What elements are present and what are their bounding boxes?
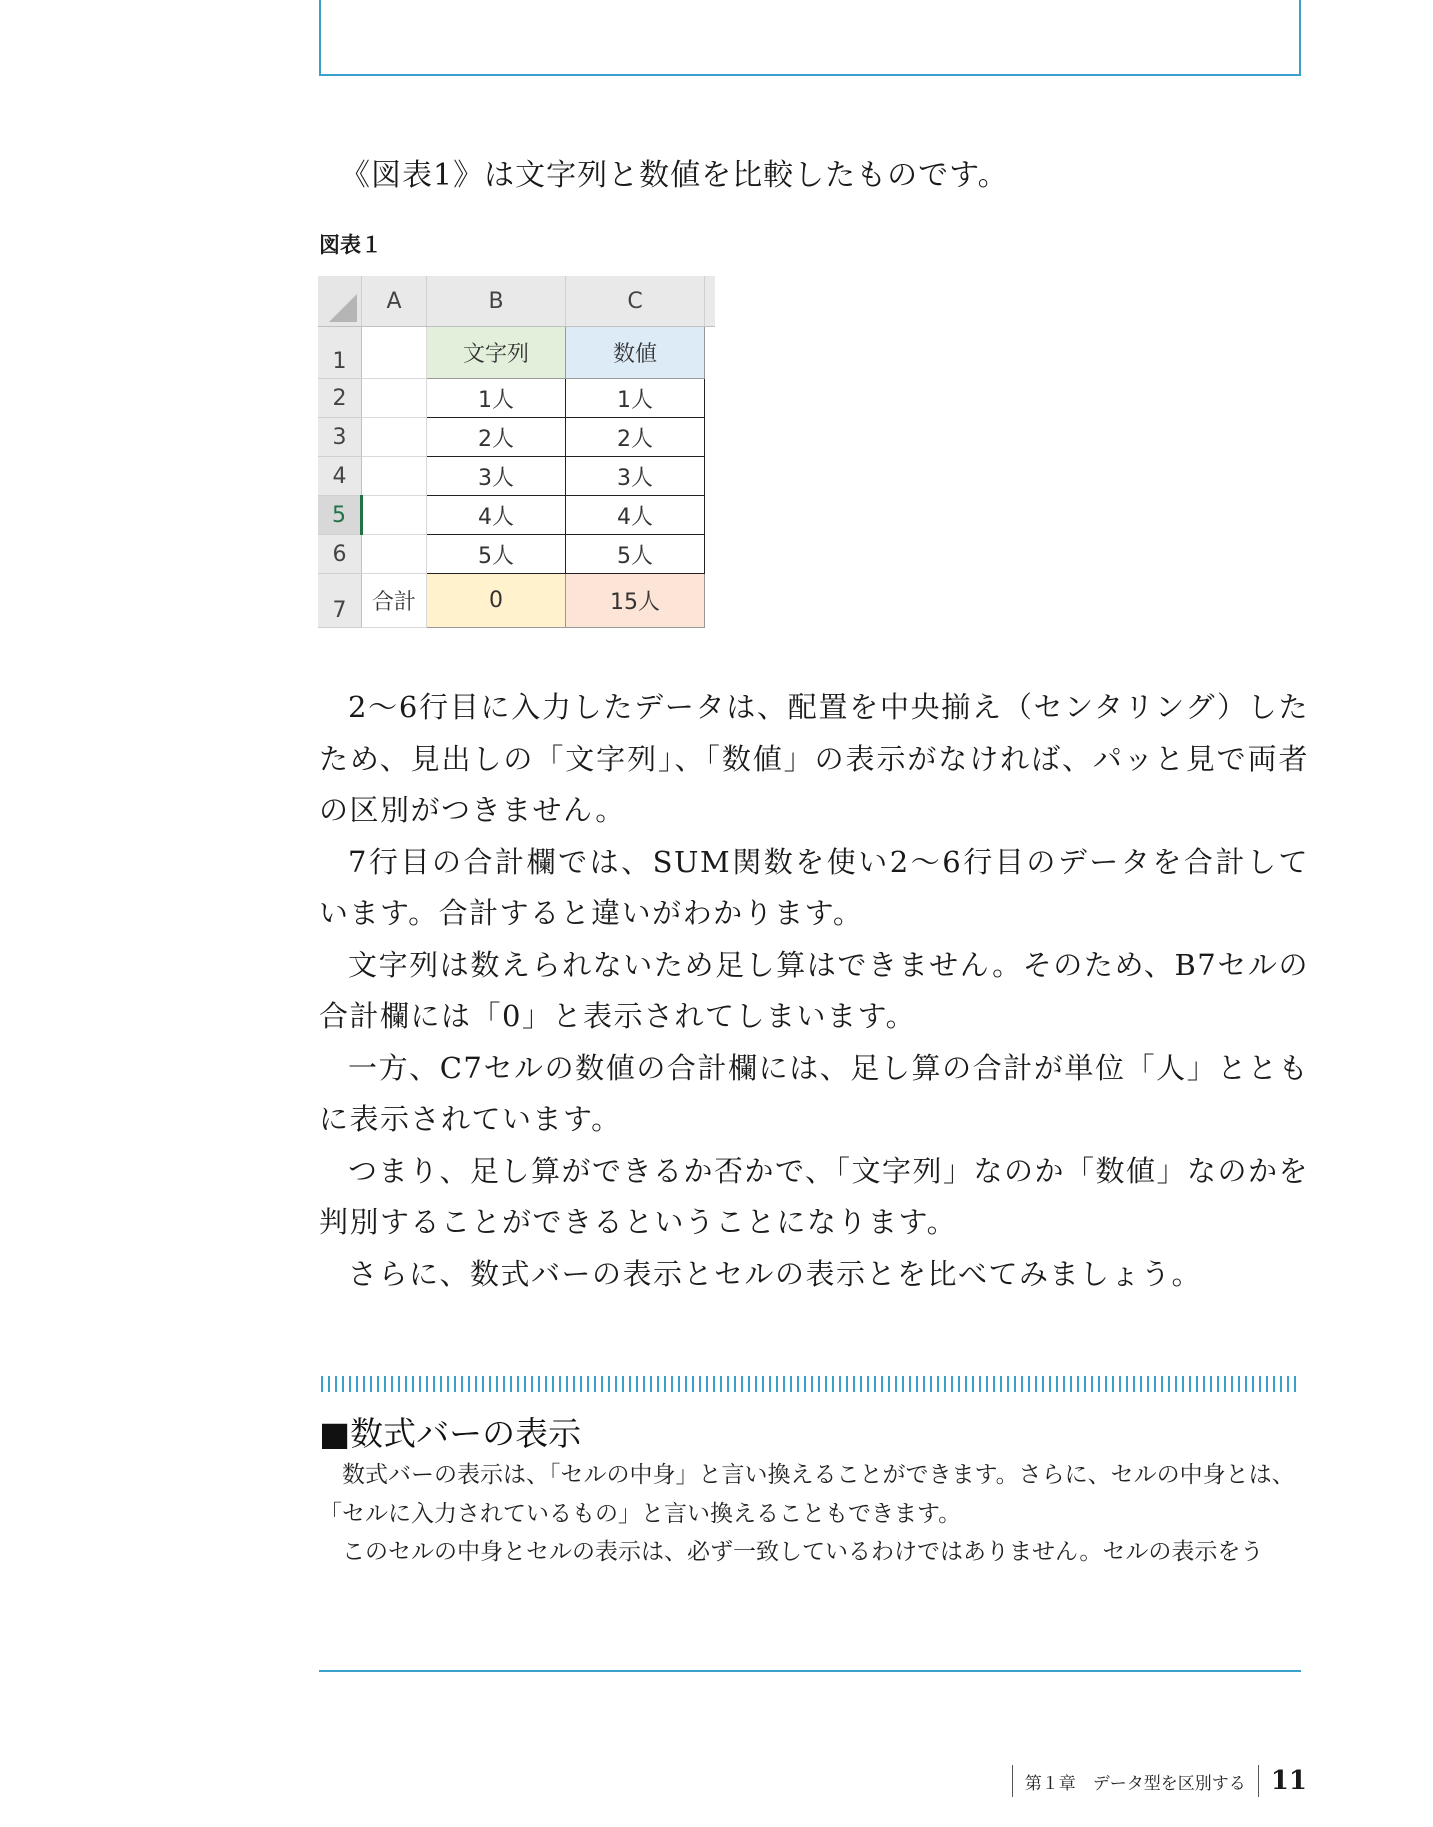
cell-c4: 3人 (566, 457, 705, 496)
cell-c7: 15人 (566, 574, 705, 628)
top-frame-box (319, 0, 1301, 76)
paragraph: 7行目の合計欄では、SUM関数を使い2〜6行目のデータを合計しています。合計すると違いがわかります。 (319, 844, 1309, 930)
body-text (319, 682, 1309, 1300)
cell-b6: 5人 (427, 535, 566, 574)
row-header: 2 (318, 379, 362, 418)
bottom-rule (319, 1670, 1301, 1672)
column-header-b: B (427, 276, 566, 327)
paragraph: 2〜6行目に入力したデータは、配置を中央揃え（センタリング）したため、見出しの「文字列」、「数値」の表示がなければ、パッと見で両者の区別がつきません。 (319, 690, 1309, 827)
cell-a2 (362, 379, 427, 418)
cell-b3: 2人 (427, 418, 566, 457)
chapter-title: 第１章 データ型を区別する (1024, 1773, 1246, 1794)
select-all-corner (318, 276, 362, 327)
cell-b5: 4人 (427, 496, 566, 535)
section-title: ■数式バーの表示 (319, 1414, 582, 1453)
cell-c5: 4人 (566, 496, 705, 535)
page-footer (1012, 1764, 1307, 1798)
cell-c3: 2人 (566, 418, 705, 457)
cell-c1: 数値 (566, 327, 705, 379)
cell-a7: 合計 (362, 574, 427, 628)
cell-c2: 1人 (566, 379, 705, 418)
row-header-selected: 5 (318, 496, 362, 535)
cell-b1: 文字列 (427, 327, 566, 379)
cell-b2: 1人 (427, 379, 566, 418)
page-number: 11 (1270, 1766, 1307, 1796)
figure-label: 図表１ (319, 233, 382, 257)
paragraph: さらに、数式バーの表示とセルの表示とを比べてみましょう。 (348, 1256, 1203, 1291)
cell-c6: 5人 (566, 535, 705, 574)
column-header-c: C (566, 276, 705, 327)
paragraph: つまり、足し算ができるか否かで、「文字列」なのか「数値」なのかを判別することができるということになります。 (319, 1153, 1309, 1239)
section-text (319, 1456, 1309, 1572)
cell-a1 (362, 327, 427, 379)
column-header-a: A (362, 276, 427, 327)
row-header: 6 (318, 535, 362, 574)
cell-a4 (362, 457, 427, 496)
row-header: 4 (318, 457, 362, 496)
section-paragraph: 「セルに入力されているもの」と言い換えることもできます。 (319, 1500, 962, 1527)
row-header: 7 (318, 574, 362, 628)
cell-b7: 0 (427, 574, 566, 628)
section-paragraph: 数式バーの表示は、「セルの中身」と言い換えることができます。さらに、セルの中身とは、 (342, 1462, 1295, 1488)
spreadsheet-figure (318, 276, 715, 628)
paragraph: 文字列は数えられないため足し算はできません。そのため、B7セルの合計欄には「0」と表示されてしまいます。 (319, 947, 1309, 1033)
cell-a6 (362, 535, 427, 574)
row-header: 1 (318, 327, 362, 379)
section-divider-stripe (321, 1376, 1299, 1392)
row-header: 3 (318, 418, 362, 457)
cell-b4: 3人 (427, 457, 566, 496)
cell-a5 (362, 496, 427, 535)
cell-a3 (362, 418, 427, 457)
paragraph: 一方、C7セルの数値の合計欄には、足し算の合計が単位「人」とともに表示されています。 (319, 1050, 1309, 1136)
section-paragraph: このセルの中身とセルの表示は、必ず一致しているわけではありません。セルの表示をう (342, 1539, 1264, 1565)
intro-line: 《図表1》は文字列と数値を比較したものです。 (340, 158, 1009, 193)
